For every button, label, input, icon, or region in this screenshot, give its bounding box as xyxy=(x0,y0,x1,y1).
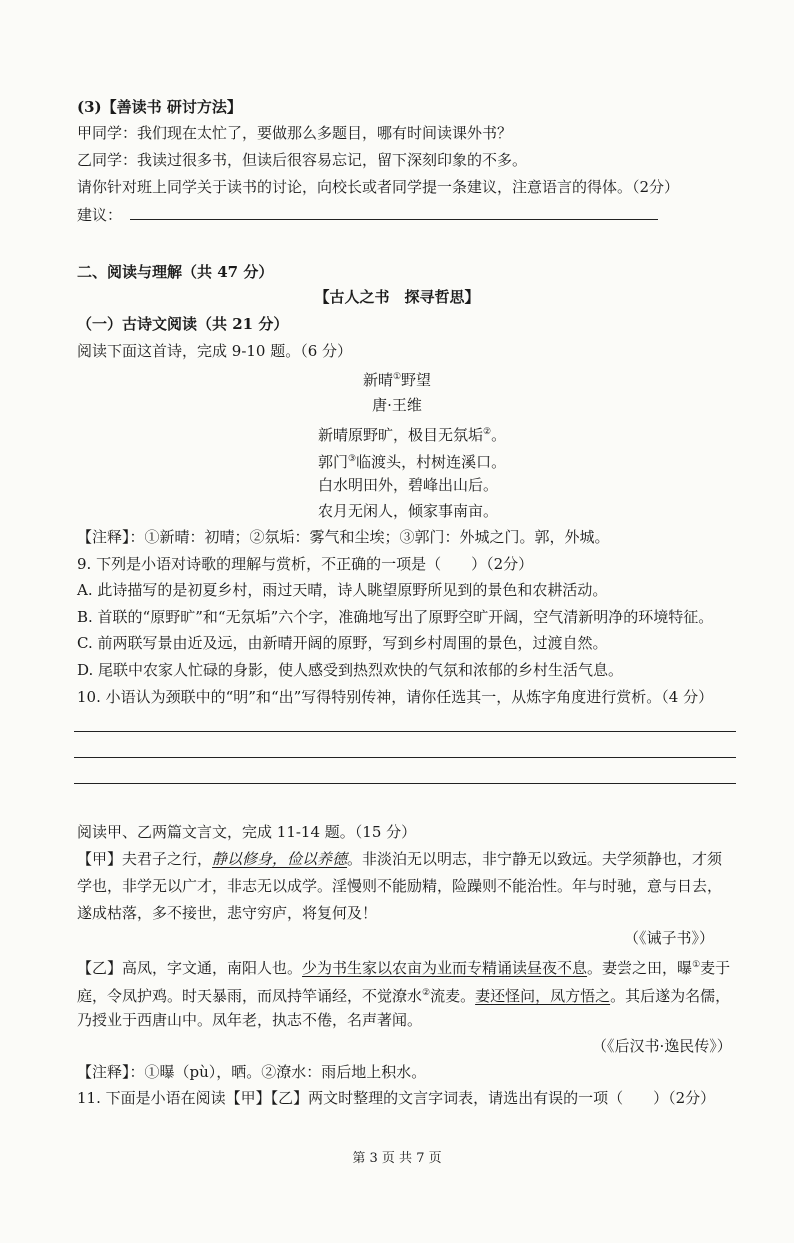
answer-line[interactable] xyxy=(74,757,736,758)
suggestion-prompt: 请你针对班上同学关于读书的讨论，向校长或者同学提一条建议，注意语言的得体。（2分） xyxy=(77,178,680,196)
question-9-stem: 9. 下列是小语对诗歌的理解与赏析，不正确的一项是（ ）（2分） xyxy=(77,555,534,573)
poem-line-1: 新晴原野旷，极目无氛垢②。 xyxy=(318,426,507,444)
poem-line-4: 农月无闲人，倾家事南亩。 xyxy=(318,502,499,520)
section-heading: 二、阅读与理解（共 47 分） xyxy=(77,263,274,281)
poem-line-2: 郭门③临渡头，村树连溪口。 xyxy=(318,453,507,471)
text-jia-line-2: 学也，非学无以广才，非志无以成学。淫慢则不能励精，险躁则不能治性。年与时驰，意与日去， xyxy=(77,877,723,895)
answer-line[interactable] xyxy=(74,783,736,784)
text-yi-line-2: 庭，令凤护鸡。时天暴雨，而凤持竿诵经，不觉潦水②流麦。妻还怪问，凤方悟之。其后遂为名儒， xyxy=(77,987,731,1005)
question-9-option-b: B. 首联的“原野旷”和“无氛垢”六个字，准确地写出了原野空旷开阔，空气清新明净的环境特征。 xyxy=(77,608,714,626)
poem-title: 新晴①野望 xyxy=(362,371,432,389)
poem-line-3: 白水明田外，碧峰出山后。 xyxy=(318,476,499,494)
text-yi-source: （《后汉书·逸民传》） xyxy=(592,1037,732,1055)
underlined-sentence: 少为书生家以农亩为业而专精诵读昼夜不息 xyxy=(302,959,588,977)
question-11-stem: 11. 下面是小语在阅读【甲】【乙】两文时整理的文言字词表，请选出有误的一项（ ）（2分） xyxy=(77,1089,716,1107)
question-9-option-c: C. 前两联写景由近及远，由新晴开阔的原野，写到乡村周围的景色，过渡自然。 xyxy=(77,634,608,652)
underlined-phrase: 静以修身，俭以养德 xyxy=(212,850,348,868)
poem-author: 唐·王维 xyxy=(372,396,422,414)
text-yi-line-1: 【乙】高凤，字文通，南阳人也。少为书生家以农亩为业而专精诵读昼夜不息。妻尝之田，曝①麦于 xyxy=(77,959,731,977)
poem-notes: 【注释】：①新晴：初晴；②氛垢：雾气和尘埃；③郭门：外城之门。郭，外城。 xyxy=(77,528,610,546)
answer-line[interactable] xyxy=(74,731,736,732)
student-yi-statement: 乙同学：我读过很多书，但读后很容易忘记，留下深刻印象的不多。 xyxy=(77,151,528,169)
text-jia-label: 【甲】 xyxy=(77,850,123,868)
suggestion-answer-line[interactable] xyxy=(130,219,658,220)
text-jia-line-1: 【甲】夫君子之行，静以修身，俭以养德。非淡泊无以明志，非宁静无以致远。夫学须静也，才须 xyxy=(77,850,723,868)
question-3-heading: (3)【善读书 研讨方法】 xyxy=(77,98,242,116)
classical-instruction: 阅读甲、乙两篇文言文，完成 11-14 题。（15 分） xyxy=(77,823,417,841)
suggestion-label: 建议： xyxy=(77,206,123,224)
text-yi-label: 【乙】 xyxy=(77,959,123,977)
text-jia-source: （《诫子书》） xyxy=(624,929,715,947)
classical-notes: 【注释】：①曝（pù），晒。②潦水：雨后地上积水。 xyxy=(77,1063,427,1081)
page-number: 第 3 页 共 7 页 xyxy=(352,1151,442,1166)
section-theme: 【古人之书 探寻哲思】 xyxy=(314,288,480,306)
subsection-heading: （一）古诗文阅读（共 21 分） xyxy=(77,315,289,333)
student-jia-statement: 甲同学：我们现在太忙了，要做那么多题目，哪有时间读课外书？ xyxy=(77,124,513,142)
question-9-option-a: A. 此诗描写的是初夏乡村，雨过天晴，诗人眺望原野所见到的景色和农耕活动。 xyxy=(77,581,608,599)
poem-instruction: 阅读下面这首诗，完成 9-10 题。（6 分） xyxy=(77,342,353,360)
text-yi-line-3: 乃授业于西唐山中。凤年老，执志不倦，名声著闻。 xyxy=(77,1011,423,1029)
text-jia-line-3: 遂成枯落，多不接世，悲守穷庐，将复何及！ xyxy=(77,904,378,922)
question-10-stem: 10. 小语认为颈联中的“明”和“出”写得特别传神，请你任选其一，从炼字角度进行赏析。（4 分） xyxy=(77,688,714,706)
underlined-sentence: 妻还怪问，凤方悟之 xyxy=(475,987,611,1005)
question-9-option-d: D. 尾联中农家人忙碌的身影，使人感受到热烈欢快的气氛和浓郁的乡村生活气息。 xyxy=(77,661,624,679)
